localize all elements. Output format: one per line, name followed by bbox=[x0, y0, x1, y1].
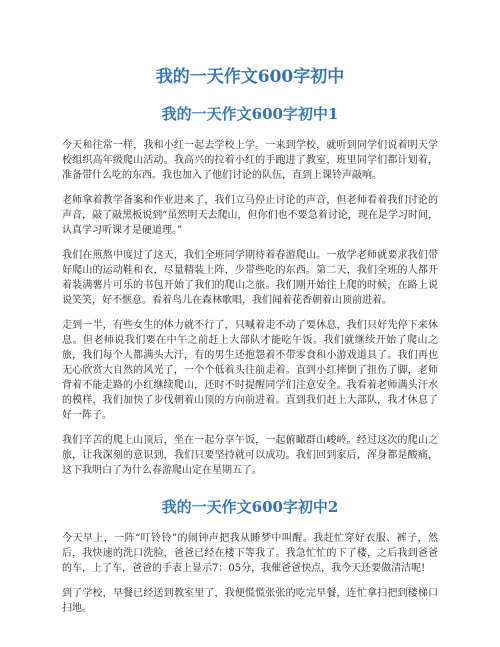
document-title: 我的一天作文600字初中 bbox=[155, 67, 345, 87]
essay-1-paragraph-5: 我们辛苦的爬上山顶后，坐在一起分享午饭，一起俯瞰群山峻岭。经过这次的爬山之旅，让我深刻的意识到，我们只要坚持就可以成功。我们回到家后，浑身都是酸痛，这下我明白了为什么春游爬山定在星期五了。 bbox=[62, 435, 438, 476]
essay-1-paragraph-4: 走到一半，有些女生的体力就不行了，只喊着走不动了要休息，我们只好先停下来休息。但老师说我们要在中午之前赶上大部队才能吃午饭。我们就继续开始了爬山之旅，我们每个人都满头大汗，有的男生还抱怨着不带零食和小游戏道具了。我们再也无心欣赏大自然的风光了，一个个低着头往前走着。直到小红摔倒了扭伤了脚，老师背着不能走路的小红继续爬山，还时不时提醒同学们注意安全。我看着老师满头汗水的模样，我们加快了步伐朝着山顶的方向前进着。直到我们赶上大部队，我才休息了好一阵子。 bbox=[62, 320, 438, 421]
essay-2-paragraph-1: 今天早上，一阵“叮铃铃”的闹钟声把我从睡梦中叫醒。我赶忙穿好衣服、裤子，然后，我快速的洗口洗脸，爸爸已经在楼下等我了。我急忙忙的下了楼，之后我到爸爸的车，上了车，爸爸的手表上显示7：05分，我催爸爸快点，我今天还要做清洁呢! bbox=[62, 533, 438, 574]
essay-2-paragraph-2: 到了学校，早餐已经送到教室里了，我便慌慌张张的吃完早餐，连忙拿扫把到楼梯口扫地。 bbox=[62, 588, 438, 614]
essay-1-title: 我的一天作文600字初中1 bbox=[161, 105, 339, 123]
essay-2 bbox=[62, 496, 438, 616]
essay-1-paragraph-3: 我们在煎熬中度过了这天，我们全班同学期待着春游爬山。一放学老师就要求我们带好爬山的运动鞋和衣，尽量精装上阵，少带些吃的东西。第二天，我们全班的人都开着装满薯片可乐的书包开始了我们的爬山之旅。我们刚开始往上爬的时候，在路上说说笑笑，好不惬意。看着鸟儿在森林歌唱，我们闻着花香朝着山顶前进着。 bbox=[62, 250, 438, 306]
essay-2-title: 我的一天作文600字初中2 bbox=[161, 498, 339, 516]
essay-1-paragraph-2: 老师拿着教学备案和作业进来了，我们立马停止讨论的声音，但老师看着我们讨论的声音，敲了敲黑板说到“虽然明天去爬山，但你们也不要急着讨论，现在是学习时间，认真学习听课才是硬道理。” bbox=[62, 195, 438, 236]
essay-1-paragraph-1: 今天和往常一样，我和小红一起去学校上学。一来到学校，就听到同学们说着明天学校组织高年级爬山活动。我高兴的拉着小红的手跑进了教室，班里同学们都计划着，准备带什么吃的东西。我也加入了他们讨论的队伍，直到上课铃声敲响。 bbox=[62, 140, 438, 181]
essay-1 bbox=[62, 103, 438, 478]
